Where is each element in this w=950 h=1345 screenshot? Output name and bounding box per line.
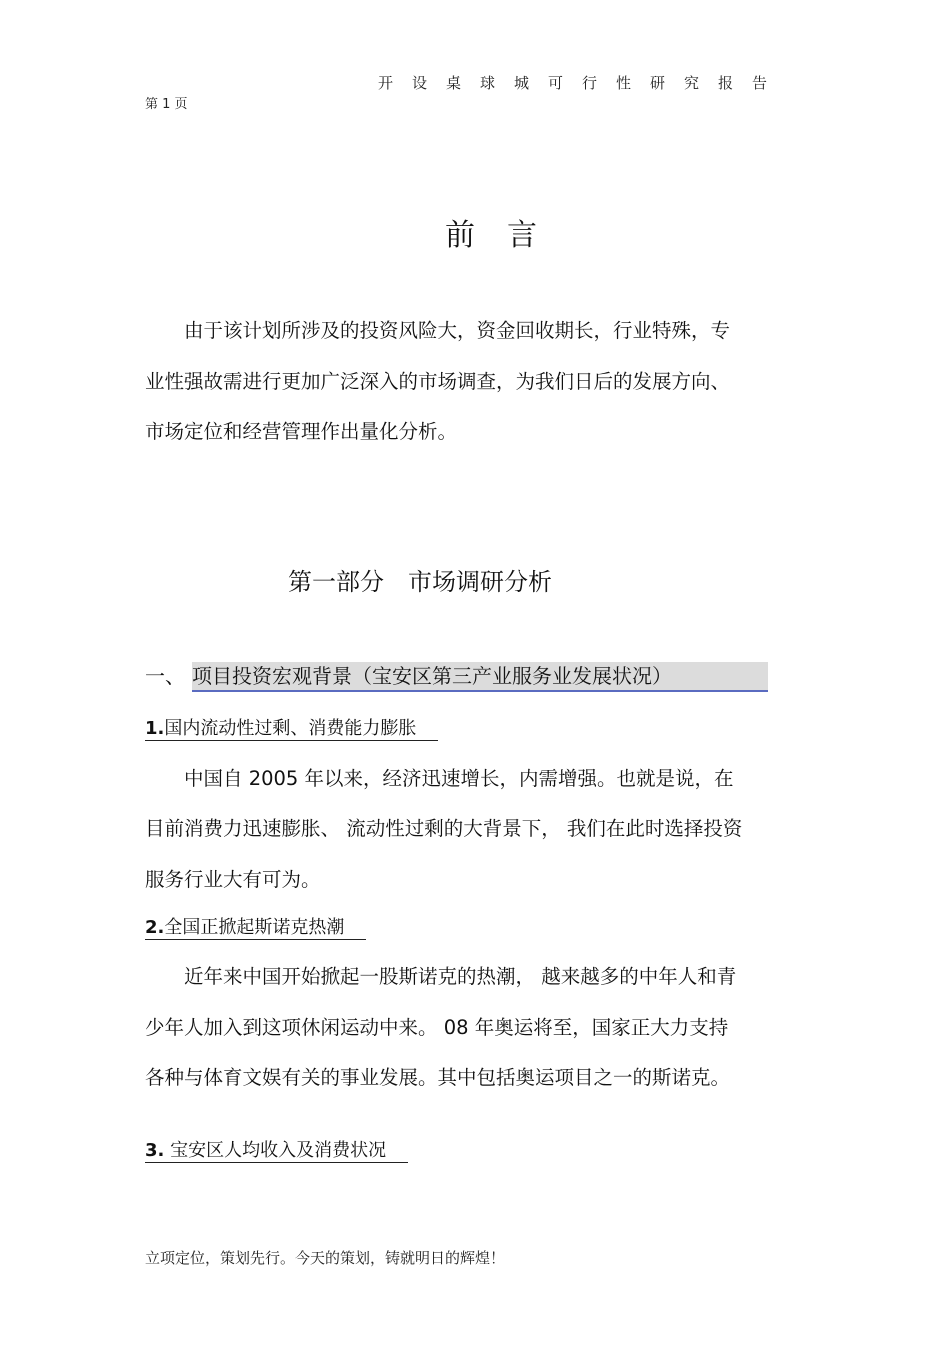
report-header-title: 开设桌球城可行性研究报告 xyxy=(378,74,787,92)
part-one-title: 第一部分 市场调研分析 xyxy=(288,568,552,596)
preface-line-2: 业性强故需进行更加广泛深入的市场调查，为我们日后的发展方向、 xyxy=(145,370,731,393)
subsection-1-line-1: 中国自 2005 年以来，经济迅速增长，内需增强。也就是说，在 xyxy=(145,767,734,790)
subsection-2-line-2: 少年人加入到这项休闲运动中来。 08 年奥运将至，国家正大力支持 xyxy=(145,1016,729,1039)
preface-title: 前言 xyxy=(445,218,569,253)
subsection-3-heading xyxy=(145,1140,408,1163)
subsection-2-line-1: 近年来中国开始掀起一股斯诺克的热潮， 越来越多的中年人和青 xyxy=(145,965,737,988)
section-one-number: 一、 xyxy=(145,664,185,688)
subsection-3-title: 宝安区人均收入及消费状况 xyxy=(164,1140,387,1161)
page-number: 第 1 页 xyxy=(145,97,188,112)
subsection-3-number: 3. xyxy=(145,1140,165,1161)
section-one-heading xyxy=(145,662,768,690)
subsection-1-heading xyxy=(145,718,438,741)
preface-line-3: 市场定位和经营管理作出量化分析。 xyxy=(145,420,458,443)
section-one-title: 项目投资宏观背景（宝安区第三产业服务业发展状况） xyxy=(192,662,768,692)
subsection-1-line-3: 服务行业大有可为。 xyxy=(145,868,321,891)
footer-slogan: 立项定位，策划先行。今天的策划，铸就明日的辉煌！ xyxy=(145,1249,506,1267)
subsection-1-number: 1. xyxy=(145,718,165,739)
subsection-1-line-2: 目前消费力迅速膨胀、 流动性过剩的大背景下， 我们在此时选择投资 xyxy=(145,817,743,840)
subsection-2-heading xyxy=(145,917,366,940)
subsection-2-title: 全国正掀起斯诺克热潮 xyxy=(164,917,345,938)
subsection-2-number: 2. xyxy=(145,917,165,938)
subsection-2-line-3: 各种与体育文娱有关的事业发展。其中包括奥运项目之一的斯诺克。 xyxy=(145,1066,731,1089)
subsection-1-title: 国内流动性过剩、消费能力膨胀 xyxy=(164,718,417,739)
preface-line-1: 由于该计划所涉及的投资风险大，资金回收期长，行业特殊，专 xyxy=(145,319,731,342)
